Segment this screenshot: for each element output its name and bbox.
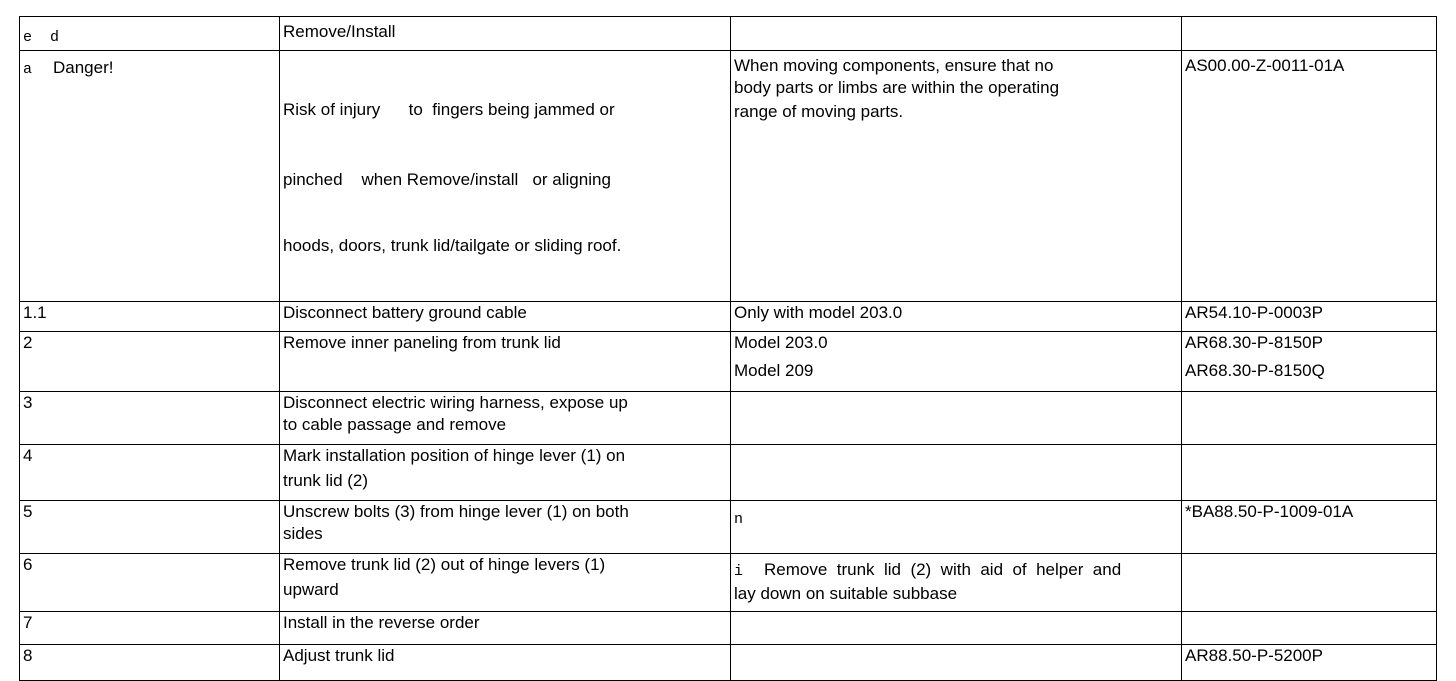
step-ref: AR88.50-P-5200P <box>1185 646 1323 665</box>
table-row <box>20 445 1437 501</box>
danger-label-cell <box>20 51 280 302</box>
step-number-cell <box>20 445 280 501</box>
table-row <box>20 645 1437 681</box>
header-symbols-cell <box>20 17 280 51</box>
header-title-cell <box>280 17 731 51</box>
header-row <box>20 17 1437 51</box>
step-action-cell <box>280 501 731 554</box>
danger-measure-cell <box>731 51 1182 302</box>
step-number: 6 <box>23 555 33 574</box>
step-ref-cell <box>1182 645 1437 681</box>
danger-label: Danger! <box>53 58 114 77</box>
step-action: Unscrew bolts (3) from hinge lever (1) on both <box>283 502 629 521</box>
header-empty-cell <box>731 17 1182 51</box>
step-number: 2 <box>23 333 33 352</box>
step-number: 5 <box>23 502 33 521</box>
danger-measure-line: body parts or limbs are within the operating <box>734 78 1060 97</box>
procedure-table <box>19 16 1437 681</box>
danger-risk-line: Risk of injury to fingers being jammed or <box>283 100 615 119</box>
danger-risk-cell <box>280 51 731 302</box>
step-ref-cell <box>1182 445 1437 501</box>
step-note-cell <box>731 501 1182 554</box>
step-note-cell <box>731 554 1182 612</box>
table-row <box>20 554 1437 612</box>
step-action: Install in the reverse order <box>283 613 480 632</box>
step-note-cell <box>731 612 1182 645</box>
step-action: trunk lid (2) <box>283 471 369 490</box>
step-number: 3 <box>23 393 33 412</box>
danger-measure-line: When moving components, ensure that no <box>734 56 1054 75</box>
step-action: Mark installation position of hinge lever (1) on <box>283 446 626 465</box>
table-row <box>20 302 1437 332</box>
step-note: Model 203.0 <box>734 333 828 352</box>
table-row <box>20 612 1437 645</box>
step-action: upward <box>283 580 339 599</box>
danger-row <box>20 51 1437 302</box>
danger-ref-cell <box>1182 51 1437 302</box>
step-action: Remove trunk lid (2) out of hinge levers (1) <box>283 555 606 574</box>
step-action-cell <box>280 302 731 332</box>
step-action-cell <box>280 332 731 392</box>
table-row <box>20 332 1437 392</box>
step-ref-cell <box>1182 332 1437 392</box>
step-action-cell <box>280 392 731 445</box>
step-ref-cell <box>1182 554 1437 612</box>
step-action: Disconnect electric wiring harness, expose up <box>283 393 628 412</box>
step-number: 4 <box>23 446 33 465</box>
step-number: 7 <box>23 613 33 632</box>
step-action-cell <box>280 445 731 501</box>
step-number-cell <box>20 392 280 445</box>
step-note: Model 209 <box>734 361 814 380</box>
step-note: lay down on suitable subbase <box>734 584 958 603</box>
step-note-line <box>734 559 1178 583</box>
step-ref: AR68.30-P-8150P <box>1185 333 1323 352</box>
step-note: Only with model 203.0 <box>734 303 903 322</box>
step-ref: AR54.10-P-0003P <box>1185 303 1323 322</box>
step-note-cell <box>731 392 1182 445</box>
step-number: 8 <box>23 646 33 665</box>
header-symbols: e d <box>23 29 60 46</box>
step-ref: AR68.30-P-8150Q <box>1185 361 1325 380</box>
table-row <box>20 392 1437 445</box>
step-ref-cell <box>1182 501 1437 554</box>
header-empty-cell <box>1182 17 1437 51</box>
step-action: Disconnect battery ground cable <box>283 303 527 322</box>
page-title: Remove/Install <box>283 22 396 41</box>
danger-measure-line: range of moving parts. <box>734 102 904 121</box>
danger-risk-line: hoods, doors, trunk lid/tailgate or sliding roof. <box>283 236 622 255</box>
step-note: Remove trunk lid (2) with aid of helper and <box>764 560 1122 579</box>
step-note-cell <box>731 302 1182 332</box>
step-number-cell <box>20 302 280 332</box>
step-number-cell <box>20 501 280 554</box>
step-note-cell <box>731 645 1182 681</box>
step-ref-cell <box>1182 612 1437 645</box>
step-note-cell <box>731 445 1182 501</box>
step-note-cell <box>731 332 1182 392</box>
info-icon: i <box>734 563 744 580</box>
step-number-cell <box>20 332 280 392</box>
table-row <box>20 501 1437 554</box>
step-ref-cell <box>1182 392 1437 445</box>
step-action: sides <box>283 524 323 543</box>
step-action: to cable passage and remove <box>283 415 507 434</box>
step-action: Remove inner paneling from trunk lid <box>283 333 561 352</box>
step-number-cell <box>20 554 280 612</box>
step-number-cell <box>20 612 280 645</box>
step-ref: *BA88.50-P-1009-01A <box>1185 502 1354 521</box>
note-icon: n <box>734 511 744 528</box>
danger-ref: AS00.00-Z-0011-01A <box>1185 56 1345 75</box>
step-action-cell <box>280 612 731 645</box>
step-number-cell <box>20 645 280 681</box>
warning-icon: a <box>23 61 33 78</box>
step-ref-cell <box>1182 302 1437 332</box>
step-action-cell <box>280 554 731 612</box>
step-action: Adjust trunk lid <box>283 646 395 665</box>
danger-risk-line: pinched when Remove/install or aligning <box>283 170 611 189</box>
step-number: 1.1 <box>23 303 47 322</box>
step-action-cell <box>280 645 731 681</box>
